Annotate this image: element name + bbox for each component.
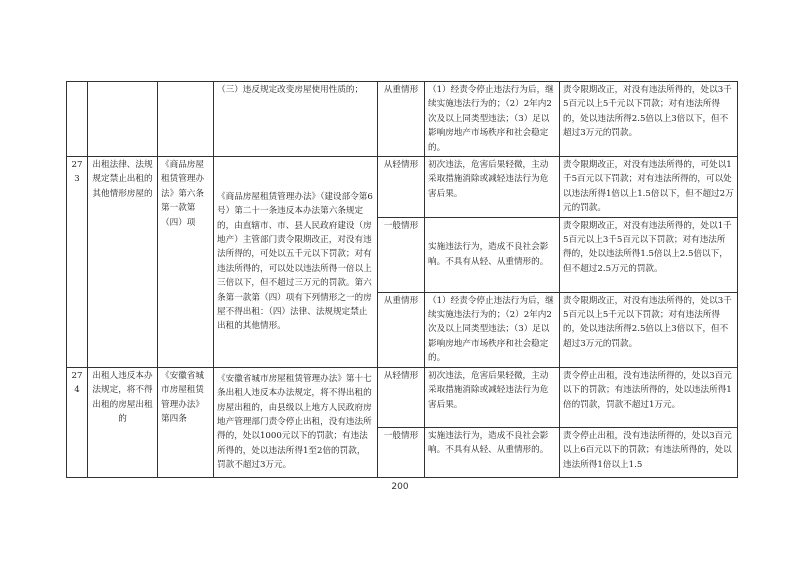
- penalty-standard-table: [66, 81, 738, 478]
- circumstance-conditions: 初次违法，危害后果轻微，主动采取措施消除或减轻违法行为危害后果。: [425, 157, 560, 218]
- penalty-provision: （三）违反规定改变房屋使用性质的；: [214, 82, 378, 157]
- penalty-standard: 责令限期改正，对没有违法所得的，处以3千5百元以上5千元以下罚款；对有违法所得的，处以违法所得2.5倍以上3倍以下，但不超过3万元的罚款。: [560, 292, 738, 367]
- row-number: 274: [67, 367, 88, 477]
- legal-basis: 《商品房屋租赁管理办法》第六条第一款第（四）项: [158, 157, 214, 368]
- row-number: 273: [67, 157, 88, 368]
- circumstance: 一般情形: [378, 217, 425, 292]
- page-number: 200: [391, 482, 409, 492]
- circumstance-conditions: （1）经责令停止违法行为后，继续实施违法行为的；（2）2年内2次及以上同类型违法；（3）足以影响房地产市场秩序和社会稳定的。: [425, 292, 560, 367]
- legal-basis: [158, 82, 214, 157]
- circumstance: 从轻情形: [378, 157, 425, 218]
- penalty-standard: 责令限期改正，对没有违法所得的，处以1千5百元以上3千5百元以下罚款；对有违法所得的，处以违法所得1.5倍以上2.5倍以下，但不超过2.5万元的罚款。: [560, 217, 738, 292]
- circumstance-conditions: 实施违法行为，造成不良社会影响。不具有从轻、从重情形的。: [425, 217, 560, 292]
- legal-basis: 《安徽省城市房屋租赁管理办法》第四条: [158, 367, 214, 477]
- circumstance-conditions: （1）经责令停止违法行为后，继续实施违法行为的；（2）2年内2次及以上同类型违法；（3）足以影响房地产市场秩序和社会稳定的。: [425, 82, 560, 157]
- circumstance: 从重情形: [378, 82, 425, 157]
- circumstance: 从轻情形: [378, 367, 425, 427]
- penalty-standard: 责令限期改正，对没有违法所得的，可处以1千5百元以下罚款；对有违法所得的，可以处以违法所得1倍以上1.5倍以下，但不超过2万元的罚款。: [560, 157, 738, 218]
- penalty-provision: 《商品房屋租赁管理办法》（建设部令第6号）第二十一条违反本办法第六条规定的，由直辖市、市、县人民政府建设（房地产）主管部门责令限期改正，对没有违法所得的，可处以五千元以下罚款；对有违法所得的，可以处以违法所得一倍以上三倍以下，但不超过三万元的罚款。第六条第一款第（四）项有下列情形之一的房屋不得出租：（四）法律、法规规定禁止出租的其他情形。: [214, 157, 378, 368]
- penalty-standard: 责令停止出租，没有违法所得的，处以3百元以上6百元以下的罚款；有违法所得的，处以违法所得1倍以上1.5: [560, 427, 738, 477]
- penalty-standard: 责令限期改正，对没有违法所得的，处以3千5百元以上5千元以下罚款；对有违法所得的，处以违法所得2.5倍以上3倍以下，但不超过3万元的罚款。: [560, 82, 738, 157]
- table-row: [67, 82, 738, 157]
- violation-name: 出租人违反本办法规定，将不得出租的房屋出租的: [88, 367, 158, 477]
- table-row: [67, 157, 738, 218]
- violation-name: [88, 82, 158, 157]
- penalty-standard: 责令停止出租，没有违法所得的，处以3百元以下的罚款；有违法所得的，处以违法所得1倍的罚款，罚款不超过1万元。: [560, 367, 738, 427]
- violation-name: 出租法律、法规规定禁止出租的其他情形房屋的: [88, 157, 158, 368]
- penalty-provision: 《安徽省城市房屋租赁管理办法》第十七条出租人违反本办法规定，将不得出租的房屋出租的，由县级以上地方人民政府房地产管理部门责令停止出租，没有违法所得的，处以1000元以下的罚款；有违法所得的，处以违法所得1至2倍的罚款，罚款不超过3万元。: [214, 367, 378, 477]
- circumstance: 一般情形: [378, 427, 425, 477]
- row-number: [67, 82, 88, 157]
- circumstance: 从重情形: [378, 292, 425, 367]
- circumstance-conditions: 初次违法，危害后果轻微，主动采取措施消除或减轻违法行为危害后果。: [425, 367, 560, 427]
- circumstance-conditions: 实施违法行为，造成不良社会影响。不具有从轻、从重情形的。: [425, 427, 560, 477]
- table-row: [67, 367, 738, 427]
